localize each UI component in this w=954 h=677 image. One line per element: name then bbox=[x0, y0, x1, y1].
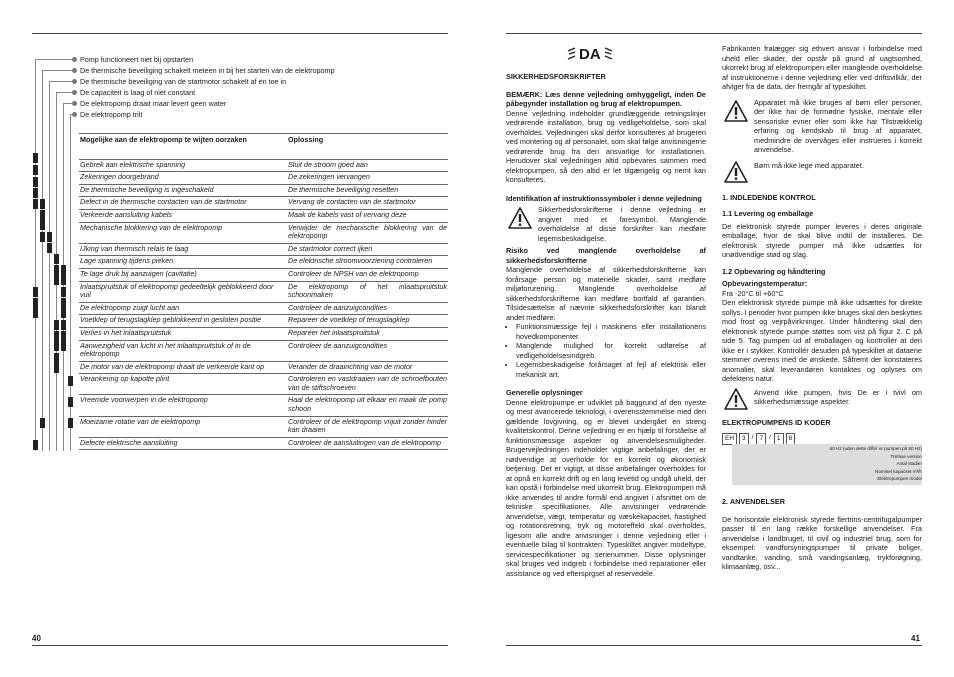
heading-2: 2. ANVENDELSER bbox=[722, 497, 785, 506]
warning-block-2 bbox=[722, 161, 922, 187]
mark bbox=[68, 376, 73, 386]
note-bold: BEMÆRK: Læs denne vejledning omhyggeligt, inden De påbegynder installation og brug af elektropumpen. bbox=[506, 89, 706, 108]
warning-text-2: Børn må ikke lege med apparatet. bbox=[754, 160, 864, 170]
code-label: Elektropumpen model bbox=[877, 476, 922, 482]
symptom-item: De elektropomp trilt bbox=[80, 110, 143, 119]
code-label: 60 Hz (uden dette differ er pumpen på 50 Hz) bbox=[829, 446, 922, 451]
symptom-item: De capaciteit is laag of niet constant bbox=[80, 88, 196, 97]
right-column-2 bbox=[722, 44, 922, 572]
table-row: Verkeerde aansluiting kabels Maak de kabels vast of vervang deze bbox=[79, 209, 448, 222]
header-solution: Oplossing bbox=[287, 134, 448, 160]
warning-icon bbox=[724, 161, 748, 183]
code-box: 1 bbox=[774, 433, 784, 445]
code-box: 8 bbox=[786, 433, 796, 445]
heading-risk: Risiko ved manglende overholdelse af sikkerhedsforskrifterne bbox=[506, 246, 706, 265]
code-boxes: EH 3 / 7 / 1 8 bbox=[722, 433, 795, 445]
top-rule-left bbox=[32, 33, 448, 34]
table-row: De motor van de elektropomp draait de verkeerde kant op Verander de draairichting van de motor bbox=[79, 361, 448, 374]
mark bbox=[33, 165, 38, 175]
bottom-rule-right bbox=[506, 645, 922, 646]
list-item: • Manglende mulighed for korrekt udførelse af vedligeholdelsesindgreb. bbox=[516, 341, 706, 360]
code-label: Trefase version bbox=[890, 453, 922, 459]
text-1-1: De elektronisk styrede pumper leveres i deres originale emballage, hvor de skal blive indtil de installeres. De elektronisk styrede pumper må ikke udsættes for unødvendige stød og slag. bbox=[722, 221, 922, 259]
mark bbox=[40, 199, 45, 209]
header-cause: Mogelijke aan de elektropomp te wijten oorzaken bbox=[79, 134, 287, 160]
note-text: Denne vejledning indeholder grundlæggende retningslinjer vedrørende installation, brug og vedligeholdelse, som skal overholdes. Vejledningen skal derfor konsulteres af brugeren ved montering og af personalet, som skal følge anvisningerne vedrørende brug fra den ansvarlige for installationen. Herudover skal vejledningen altid opbevares sammen med elektropumpen, så den altid er let tilgængelig og nemt kan konsulteres. bbox=[506, 108, 706, 184]
mark bbox=[61, 320, 66, 330]
code-labels bbox=[830, 445, 922, 483]
list-item: • Legemsbeskadigelse forårsaget af fejl af elektrisk eller mekanisk art. bbox=[516, 360, 706, 379]
mark bbox=[54, 254, 59, 264]
bottom-rule-left bbox=[32, 645, 448, 646]
general-text: Denne elektropumpe er udviklet på baggrund af den nyeste og mest avancerede teknologi, i overensstemmelse med den gældende lovgivning, og er blevet undergået en streng kvalitetskontrol. Denne vejledning er en hjælp til forståelse af funktionsmæssige aspekter og anvendelsesmuligheder. Brugervejledningen indeholder vigtige anbefalinger, der er nødvendige at overholde for en korrekt og økonomisk betjening. Det er vigtigt, at disse anbefalinger overholdes for at opnå en korrekt drift og en lang levetid og undgå uheld, der kan opstå i forbindelse med ukorrekt brug. Elektropumpen må ikke anvendes til andre formål end angivet i afsnittet om de tekniske specifikationer. Alle anvisninger vedrørende anvendelse, vægt, temperatur og væskekapacitet, hastighed og rotationsretning, tryk og motoreffekt skal overholdes, ligesom alle andre anvisninger i denne vejledning eller i eventuelle bilag til kontrakten. Typeskiltet angiver modeltype, servicespecifikationer og serienummer. Disse oplysninger skal bruges ved indgreb i forbindelse med reparationer eller assistance og ved eftersprgsel af reservedele. bbox=[506, 397, 706, 578]
mark bbox=[61, 298, 66, 318]
heading-identification: Identifikation af instruktionssymboler i denne vejledning bbox=[506, 193, 702, 203]
table-row: Zekeringen doorgebrand De zekeringen vervangen bbox=[79, 172, 448, 185]
mark bbox=[40, 418, 45, 428]
mark bbox=[61, 287, 66, 297]
table-row: Aanwezigheid van lucht in het inlaatspruitstuk of in de elektropomp Controleer de aanzuigcondities bbox=[79, 340, 448, 361]
right-bracket-icon bbox=[604, 47, 614, 61]
symptom-item: Pomp functioneert niet bij opstarten bbox=[80, 55, 194, 64]
mark bbox=[47, 232, 52, 242]
heading-1-2: 1.2 Opbevaring og håndtering bbox=[722, 266, 826, 276]
mark bbox=[47, 243, 52, 253]
mark bbox=[33, 287, 38, 297]
code-label: Nominel kapacitet m³/h bbox=[875, 468, 922, 474]
text-1-2: Den elektronisk styrede pumpe må ikke udsættes for direkte sollys. I perioder hvor pumpen ikke bruges skal den beskyttes mod frost og vejrpåvirkninger. Under håndtering skal den elektronisk styrede pumpe støttes som vist på figur 2. C på side 5. Tag pumpen ud af emballagen og kontrollér at den ikke er i stykker. Kontrollér desuden på typeskiltet at dataene stemmer overens med de ønskede. Såfremt der konstateres anomalier, skal leverandøren kontaktes og oplyses om defektens natur. bbox=[722, 298, 922, 383]
table-row: Defect in de thermische contacten van de startmotor Vervang de contacten van de startmotor bbox=[79, 197, 448, 210]
table-row: Inlaatspruitstuk of elektropomp gedeeltelijk geblokkeerd door vuil De elektropomp of het inlaatspruitstuk schoonmaken bbox=[79, 281, 448, 302]
warning-icon bbox=[724, 100, 748, 122]
mark bbox=[40, 232, 45, 242]
mark bbox=[33, 199, 38, 209]
warning-icon bbox=[724, 388, 748, 410]
mark bbox=[61, 265, 66, 285]
table-row: Defecte elektrische aansluiting Controleer de aansluitingen van de elektropomp bbox=[79, 437, 448, 450]
symptom-item: De thermische beveiliging van de startmotor schakelt af en toe in bbox=[80, 77, 287, 86]
table-row: Vreemde voorwerpen in de elektropomp Haal de elektropomp uit elkaar en maak de pomp schoon bbox=[79, 395, 448, 416]
intro-text: Fabrikanten fralægger sig ethvert ansvar i forbindelse med uheld eller skader, der opstår på grund af uagtsomhed, ukorrekt brug af elektropumpen eller manglende overholdelse af instruktionerne i denne vejledning eller ved driftsvilkår, der afviger fra de data, der fremgår af typeskiltet. bbox=[722, 44, 922, 91]
table-row: Verankering op kapotte plint Controleren en vastdraaien van de schroefbouten van de stiftschroeven bbox=[79, 374, 448, 395]
mark bbox=[33, 298, 38, 318]
warning-block-1 bbox=[722, 98, 922, 155]
heading-1-1: 1.1 Levering og emballage bbox=[722, 209, 814, 218]
table-header bbox=[79, 134, 448, 160]
id-code-diagram bbox=[722, 433, 922, 489]
right-column-1 bbox=[506, 72, 706, 578]
mark bbox=[40, 210, 45, 230]
heading-1: 1. INDLEDENDE KONTROL bbox=[722, 192, 816, 202]
table-row: Verlies in het inlaatspruitstuk Repareer het inlaatspruitstuk bbox=[79, 327, 448, 340]
identification-block bbox=[506, 205, 706, 243]
mark bbox=[68, 397, 73, 407]
heading-general: Generelle oplysninger bbox=[506, 388, 583, 397]
identification-text: Sikkerhedsforskrifterne i denne vejledning er angivet med et faresymbol. Manglende overholdelse af disse forskrifter kan medføre legemsbeskadigelse. bbox=[538, 205, 706, 243]
mark bbox=[33, 153, 38, 163]
heading-safety: SIKKERHEDSFORSKRIFTER bbox=[506, 72, 606, 81]
table-row: De elektropomp zuigt lucht aan Controleer de aanzuigcondities bbox=[79, 302, 448, 315]
symptom-item: De thermische beveiliging schakelt meteen in bij het starten van de elektropomp bbox=[80, 66, 335, 75]
table-row: Moeizame rotatie van de elektropomp Controleer of de elektropomp vrijuit zonder hinder kan draaien bbox=[79, 416, 448, 437]
warning-block-3 bbox=[722, 388, 922, 412]
table-row: Lage spanning tijdens pieken De elektrische stroomvoorziening controleren bbox=[79, 256, 448, 269]
code-box: 7 bbox=[756, 433, 766, 445]
table-row: Te lage druk bij aanzuigen (cavitatie) Controleer de NPSH van de elektropomp bbox=[79, 268, 448, 281]
code-box: EH bbox=[722, 433, 737, 445]
symptom-item: De elektropomp draait maar levert geen water bbox=[80, 99, 227, 108]
risk-list bbox=[506, 322, 706, 379]
top-rule-right bbox=[506, 33, 922, 34]
mark bbox=[54, 320, 59, 330]
warning-icon bbox=[508, 207, 532, 229]
warning-text-1: Apparatet må ikke bruges af børn eller personer, der ikke har de formødne fysiske, mentale eller sensoriske evner eller som ikke har Tilstrækkelig erfaring og kendskab til brug af apparatet, medmindre de overvåges eller instrueres i korrekt anvendelse. bbox=[754, 97, 922, 154]
mark bbox=[33, 188, 38, 198]
left-bracket-icon bbox=[566, 47, 576, 61]
list-item: • Funktionsmæssige fejl i maskinens eller installationens hovedkomponenter. bbox=[516, 322, 706, 341]
page-number-left: 40 bbox=[32, 634, 41, 643]
risk-text: Manglende overholdelse af sikkerhedsforskrifterne kan forårsage person og materielle skader, samt medføre miljøforurening. Manglende overholdelse af sikkerhedsforskrifterne kan medføre bortfald af garantien. Tilsidesættelse af nævnte sikkerhedsforskrifter kan blandt andet medføre: bbox=[506, 265, 706, 322]
mark bbox=[54, 353, 59, 373]
storage-temp-label: Opbevaringstemperatur: bbox=[722, 279, 808, 288]
table-row: Gebrek aan elektrische spanning Sluit de stroom goed aan bbox=[79, 159, 448, 172]
text-2: De horisontale elektronisk styrede flertrins-centrifugalpumper passer til en lang række forskellige anvendelser. Fra anvendelse i landbruget, til civil og industriel brug, som for eksempel: vandforsyningspumper til private boliger, vandtanke, vanding, små vandingsanlæg, trykforøgning, klimaanlæg, osv... bbox=[722, 514, 922, 571]
table-row: IJking van thermisch relais te laag De startmotor correct ijken bbox=[79, 243, 448, 256]
language-code: DA bbox=[579, 45, 601, 63]
mark bbox=[61, 331, 66, 351]
code-label: Antal stadier bbox=[896, 461, 922, 467]
warning-text-3: Anvend ikke pumpen, hvis De er i tvivl om sikkerhedsmæssige aspekter. bbox=[754, 387, 922, 406]
mark bbox=[33, 440, 38, 450]
storage-temp-value: Fra -20°C til +60°C bbox=[722, 288, 784, 298]
mark bbox=[54, 331, 59, 351]
table-row: Mechanische blokkering van de elektropomp Verwijder de mechanische blokkering van de elektropomp bbox=[79, 222, 448, 243]
table-row: De thermische beveiliging is ingeschakeld De thermische beveiliging resetten bbox=[79, 184, 448, 197]
code-box: 3 bbox=[739, 433, 749, 445]
troubleshooting-table bbox=[79, 133, 448, 450]
table-row: Voetklep of terugslagklep geblokkeerd in gesloten positie Repareer de voetklep of terugslagklep bbox=[79, 315, 448, 328]
language-badge bbox=[566, 44, 614, 64]
mark bbox=[68, 418, 73, 428]
page-number-right: 41 bbox=[911, 634, 920, 643]
mark bbox=[54, 265, 59, 285]
heading-codes: ELEKTROPUMPENS ID KODER bbox=[722, 417, 831, 427]
mark bbox=[33, 177, 38, 187]
